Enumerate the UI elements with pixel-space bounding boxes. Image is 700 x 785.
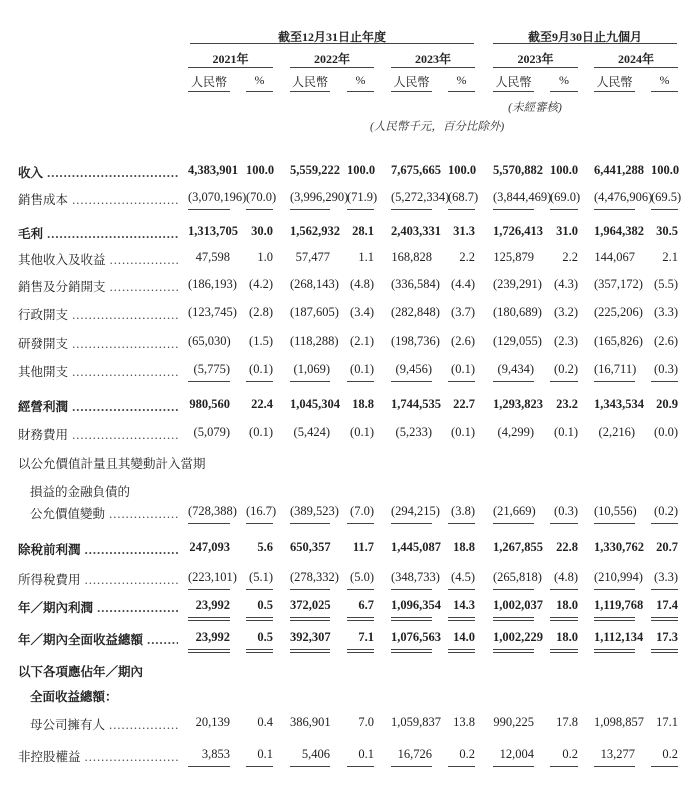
percent-cell: 18.8 <box>352 397 374 411</box>
divider <box>651 91 678 92</box>
percent-cell: (7.0) <box>347 504 374 524</box>
percent-cell: 28.1 <box>352 224 374 238</box>
percent-header: % <box>254 73 265 87</box>
percent-cell: (0.1) <box>249 425 273 439</box>
year-heading: 2022年 <box>313 52 350 66</box>
row-label-text: 其他開支 ..... <box>18 365 178 379</box>
amount-cell: (728,388) <box>188 504 230 524</box>
amount-cell: (357,172) <box>594 277 643 291</box>
row-label-text: 公允價值變動 ..... <box>30 507 178 521</box>
row-label <box>18 747 178 765</box>
percent-cell: 17.8 <box>556 715 578 729</box>
divider <box>448 91 475 92</box>
amount-cell: (187,605) <box>290 305 339 319</box>
amount-cell: (165,826) <box>594 334 643 348</box>
percent-cell: (4.8) <box>550 570 578 590</box>
amount-cell: 13,277 <box>594 747 635 767</box>
divider <box>493 43 677 44</box>
percent-cell: (5.5) <box>654 277 678 291</box>
amount-cell: (4,299) <box>497 425 534 439</box>
divider <box>391 67 475 68</box>
year-heading: 2024年 <box>617 52 654 66</box>
amount-cell: 1,002,037 <box>493 598 534 621</box>
percent-cell: 23.2 <box>556 397 578 411</box>
percent-cell: (68.7) <box>448 190 475 210</box>
row-label <box>18 163 178 181</box>
row-label-text: 所得稅費用 ..... <box>18 573 178 587</box>
amount-cell: (9,456) <box>391 362 432 382</box>
amount-cell: 12,004 <box>493 747 534 767</box>
percent-cell: (0.1) <box>347 362 374 382</box>
percent-cell: 0.4 <box>257 715 273 729</box>
percent-cell: 31.0 <box>556 224 578 238</box>
amount-cell: 20,139 <box>195 715 230 729</box>
amount-cell: (5,233) <box>395 425 432 439</box>
percent-cell: (2.8) <box>249 305 273 319</box>
percent-cell: 11.7 <box>352 540 374 554</box>
amount-cell: 1,964,382 <box>594 224 644 238</box>
row-group-label: 以公允價值計量且其變動計入當期 <box>18 457 206 471</box>
percent-cell: 17.1 <box>656 715 678 729</box>
amount-cell: (210,994) <box>594 570 635 590</box>
amount-cell: 1,330,762 <box>594 540 644 554</box>
amount-cell: 16,726 <box>391 747 432 767</box>
row-label <box>18 570 178 588</box>
percent-cell: 100.0 <box>651 163 680 177</box>
percent-cell: 17.3 <box>651 630 678 653</box>
amount-cell: (118,288) <box>290 334 339 348</box>
row-label-text: 年／期內全面收益總額 ..... <box>18 633 178 647</box>
row-label <box>18 334 178 352</box>
amount-cell: (16,711) <box>594 362 635 382</box>
percent-cell: (0.1) <box>350 425 374 439</box>
unit-note: (人民幣千元，百分比除外) <box>370 121 505 133</box>
divider <box>493 67 578 68</box>
percent-cell: (0.1) <box>451 425 475 439</box>
percent-cell: 31.3 <box>453 224 475 238</box>
amount-cell: 1,293,823 <box>493 397 543 411</box>
amount-cell: 1,096,354 <box>391 598 432 621</box>
row-label <box>18 250 178 268</box>
amount-cell: (198,736) <box>391 334 440 348</box>
row-label <box>18 425 178 443</box>
percent-cell: 1.1 <box>358 250 374 264</box>
row-label <box>18 362 178 380</box>
amount-cell: (3,844,469) <box>493 190 534 210</box>
percent-cell: (0.2) <box>550 362 578 382</box>
percent-header: % <box>659 73 670 87</box>
percent-cell: (0.2) <box>651 504 678 524</box>
row-label-text: 行政開支 ..... <box>18 308 178 322</box>
percent-cell: (4.4) <box>451 277 475 291</box>
percent-cell: 22.7 <box>453 397 475 411</box>
amount-cell: 1,726,413 <box>493 224 543 238</box>
percent-cell: 100.0 <box>246 163 275 177</box>
percent-header: % <box>559 73 569 87</box>
percent-cell: (4.5) <box>448 570 475 590</box>
percent-cell: (5.0) <box>347 570 374 590</box>
row-label <box>18 598 178 616</box>
amount-cell: (225,206) <box>594 305 643 319</box>
percent-cell: (3.4) <box>350 305 374 319</box>
percent-cell: (4.2) <box>249 277 273 291</box>
amount-cell: 5,406 <box>290 747 330 767</box>
divider <box>493 91 534 92</box>
percent-cell: 6.7 <box>347 598 374 621</box>
amount-cell: 1,112,134 <box>594 630 635 653</box>
percent-cell: (0.1) <box>448 362 475 382</box>
amount-cell: 650,357 <box>290 540 331 554</box>
divider <box>594 67 678 68</box>
percent-cell: (5.1) <box>246 570 273 590</box>
percent-cell: (3.8) <box>448 504 475 524</box>
currency-header: 人民幣 <box>291 75 328 89</box>
percent-cell: 0.2 <box>651 747 678 767</box>
amount-cell: (3,996,290) <box>290 190 330 210</box>
divider <box>347 91 374 92</box>
amount-cell: 372,025 <box>290 598 330 621</box>
percent-cell: 22.8 <box>556 540 578 554</box>
amount-cell: (10,556) <box>594 504 635 524</box>
divider <box>391 91 432 92</box>
percent-cell: 100.0 <box>347 163 376 177</box>
percent-cell: 13.8 <box>453 715 475 729</box>
amount-cell: 247,093 <box>189 540 230 554</box>
amount-cell: (278,332) <box>290 570 330 590</box>
amount-cell: 1,119,768 <box>594 598 635 621</box>
amount-cell: (129,055) <box>493 334 542 348</box>
row-label-text: 非控股權益 ..... <box>18 750 178 764</box>
percent-cell: 2.2 <box>562 250 578 264</box>
amount-cell: (9,434) <box>493 362 534 382</box>
percent-cell: 100.0 <box>550 163 579 177</box>
row-label <box>18 190 178 208</box>
amount-cell: 990,225 <box>493 715 534 729</box>
percent-cell: (0.1) <box>554 425 578 439</box>
row-label-text: 銷售及分銷開支 ..... <box>18 280 178 294</box>
amount-cell: 57,477 <box>295 250 330 264</box>
amount-cell: 1,313,705 <box>188 224 238 238</box>
divider <box>594 91 635 92</box>
amount-cell: 6,441,288 <box>594 163 644 177</box>
percent-cell: (70.0) <box>246 190 273 210</box>
amount-cell: 1,002,229 <box>493 630 534 653</box>
percent-cell: 0.2 <box>550 747 578 767</box>
currency-header: 人民幣 <box>495 75 532 89</box>
percent-cell: 17.4 <box>651 598 678 621</box>
amount-cell: 144,067 <box>594 250 635 264</box>
amount-cell: 168,828 <box>391 250 432 264</box>
row-label <box>18 305 178 323</box>
year-heading: 2023年 <box>517 52 554 66</box>
amount-cell: 23,992 <box>188 598 230 621</box>
percent-cell: (2.6) <box>451 334 475 348</box>
percent-cell: 18.8 <box>453 540 475 554</box>
amount-cell: 1,445,087 <box>391 540 441 554</box>
percent-cell: 14.0 <box>448 630 475 653</box>
row-label-text: 財務費用 ..... <box>18 428 178 442</box>
divider <box>188 67 273 68</box>
row-label <box>18 630 178 648</box>
row-label-text: 毛利 ..... <box>18 227 178 241</box>
percent-cell: 22.4 <box>251 397 273 411</box>
amount-cell: 5,559,222 <box>290 163 340 177</box>
divider <box>188 91 230 92</box>
percent-cell: 7.1 <box>347 630 374 653</box>
period-annual-heading: 截至12月31日止年度 <box>277 30 386 44</box>
row-group-label: 損益的金融負債的 <box>30 485 131 499</box>
percent-cell: 18.0 <box>550 598 578 621</box>
amount-cell: 1,059,837 <box>391 715 441 729</box>
amount-cell: 1,267,855 <box>493 540 543 554</box>
percent-cell: (0.0) <box>654 425 678 439</box>
divider <box>190 43 474 44</box>
row-label <box>18 224 178 242</box>
row-label-text: 其他收入及收益 ..... <box>18 253 178 267</box>
amount-cell: (265,818) <box>493 570 534 590</box>
percent-cell: (0.1) <box>246 362 273 382</box>
percent-cell: (4.3) <box>554 277 578 291</box>
divider <box>550 91 578 92</box>
amount-cell: 23,992 <box>188 630 230 653</box>
row-label <box>18 715 178 733</box>
percent-cell: (3.2) <box>554 305 578 319</box>
amount-cell: (180,689) <box>493 305 542 319</box>
row-label-text: 研發開支 ..... <box>18 337 178 351</box>
amount-cell: 125,879 <box>493 250 534 264</box>
amount-cell: 4,383,901 <box>188 163 238 177</box>
amount-cell: (5,079) <box>193 425 230 439</box>
divider <box>246 91 273 92</box>
amount-cell: 1,343,534 <box>594 397 644 411</box>
amount-cell: (2,216) <box>598 425 635 439</box>
amount-cell: 1,098,857 <box>594 715 644 729</box>
percent-cell: 100.0 <box>448 163 477 177</box>
percent-cell: (71.9) <box>347 190 374 210</box>
amount-cell: (5,775) <box>188 362 230 382</box>
percent-header: % <box>456 73 467 87</box>
percent-cell: (2.1) <box>350 334 374 348</box>
row-label-text: 經營利潤 ..... <box>18 400 178 414</box>
amount-cell: 47,598 <box>195 250 230 264</box>
divider <box>290 67 374 68</box>
amount-cell: 1,076,563 <box>391 630 432 653</box>
amount-cell: (336,584) <box>391 277 440 291</box>
amount-cell: (5,424) <box>293 425 330 439</box>
year-heading: 2023年 <box>414 52 451 66</box>
percent-cell: 20.7 <box>656 540 678 554</box>
row-label-text: 銷售成本 ..... <box>18 193 178 207</box>
amount-cell: 7,675,665 <box>391 163 441 177</box>
percent-cell: (2.3) <box>554 334 578 348</box>
row-label <box>18 397 178 415</box>
percent-cell: 0.1 <box>347 747 374 767</box>
divider <box>290 91 330 92</box>
row-group-label: 全面收益總額： <box>30 690 118 704</box>
row-label-text: 母公司擁有人 ..... <box>30 718 178 732</box>
percent-cell: 0.5 <box>246 630 273 653</box>
percent-cell: 20.9 <box>656 397 678 411</box>
amount-cell: 980,560 <box>189 397 230 411</box>
year-heading: 2021年 <box>212 52 249 66</box>
amount-cell: (282,848) <box>391 305 440 319</box>
unaudited-note: (未經審核) <box>508 102 562 114</box>
row-label <box>18 540 178 558</box>
amount-cell: (389,523) <box>290 504 330 524</box>
row-label <box>18 504 178 522</box>
percent-cell: 0.2 <box>448 747 475 767</box>
percent-cell: (3.3) <box>654 305 678 319</box>
currency-header: 人民幣 <box>190 75 227 89</box>
period-nine-months-heading: 截至9月30日止九個月 <box>527 30 642 44</box>
percent-cell: 2.1 <box>662 250 678 264</box>
amount-cell: 1,744,535 <box>391 397 441 411</box>
percent-cell: 2.2 <box>459 250 475 264</box>
amount-cell: (4,476,906) <box>594 190 635 210</box>
row-label-text: 收入 ..... <box>18 166 178 180</box>
percent-cell: (4.8) <box>350 277 374 291</box>
amount-cell: 2,403,331 <box>391 224 441 238</box>
percent-cell: (69.0) <box>550 190 578 210</box>
percent-cell: (0.3) <box>550 504 578 524</box>
percent-cell: 7.0 <box>358 715 374 729</box>
percent-cell: 0.1 <box>246 747 273 767</box>
percent-header: % <box>355 73 366 87</box>
percent-cell: 18.0 <box>550 630 578 653</box>
amount-cell: (239,291) <box>493 277 542 291</box>
percent-cell: (0.3) <box>651 362 678 382</box>
amount-cell: (294,215) <box>391 504 432 524</box>
amount-cell: (223,101) <box>188 570 230 590</box>
percent-cell: 1.0 <box>257 250 273 264</box>
amount-cell: (1,069) <box>290 362 330 382</box>
currency-header: 人民幣 <box>596 75 633 89</box>
row-group-label: 以下各項應佔年／期內 <box>18 665 144 679</box>
amount-cell: 3,853 <box>188 747 230 767</box>
amount-cell: (21,669) <box>493 504 534 524</box>
row-label-text: 除稅前利潤 ..... <box>18 543 178 557</box>
amount-cell: (123,745) <box>188 305 237 319</box>
percent-cell: (1.5) <box>249 334 273 348</box>
row-label-text: 年／期內利潤 ..... <box>18 601 178 615</box>
amount-cell: 392,307 <box>290 630 330 653</box>
amount-cell: 1,045,304 <box>290 397 340 411</box>
row-label <box>18 277 178 295</box>
amount-cell: (3,070,196) <box>188 190 230 210</box>
amount-cell: 5,570,882 <box>493 163 543 177</box>
percent-cell: 0.5 <box>246 598 273 621</box>
percent-cell: 30.0 <box>251 224 273 238</box>
percent-cell: (3.7) <box>451 305 475 319</box>
amount-cell: (268,143) <box>290 277 339 291</box>
amount-cell: (65,030) <box>188 334 231 348</box>
currency-header: 人民幣 <box>393 75 430 89</box>
percent-cell: (69.5) <box>651 190 678 210</box>
amount-cell: (5,272,334) <box>391 190 432 210</box>
amount-cell: 1,562,932 <box>290 224 340 238</box>
percent-cell: 30.5 <box>656 224 678 238</box>
amount-cell: (186,193) <box>188 277 237 291</box>
percent-cell: (16.7) <box>246 504 273 524</box>
percent-cell: (2.6) <box>654 334 678 348</box>
percent-cell: 5.6 <box>257 540 273 554</box>
amount-cell: 386,901 <box>290 715 331 729</box>
percent-cell: (3.3) <box>651 570 678 590</box>
percent-cell: 14.3 <box>448 598 475 621</box>
amount-cell: (348,733) <box>391 570 432 590</box>
